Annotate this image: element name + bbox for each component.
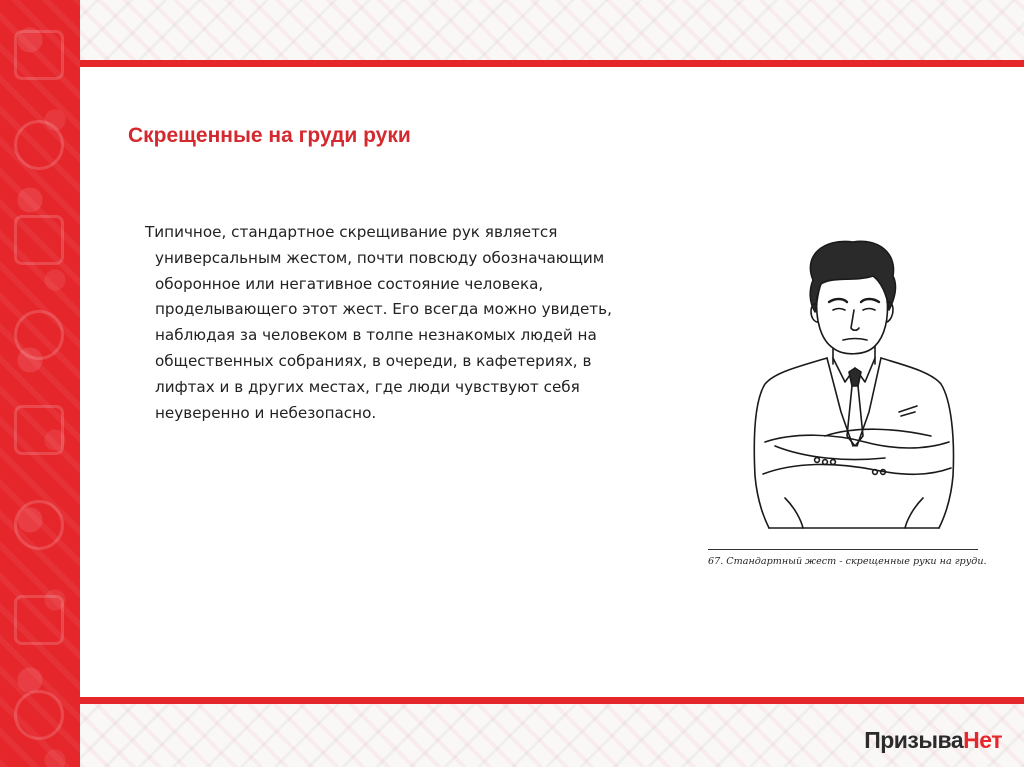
body-line: оборонное или негативное состояние человека, — [155, 274, 544, 293]
pattern-motif-icon — [14, 500, 64, 550]
body-line: общественных собраниях, в очереди, в кафетериях, в — [155, 351, 592, 370]
man-crossed-arms-illustration — [705, 236, 985, 576]
body-line: универсальным жестом, почти повсюду обозначающим — [155, 248, 605, 267]
body-line: наблюдая за человеком в толпе незнакомых людей на — [155, 326, 597, 345]
body-line: Типичное, стандартное скрещивание рук является — [145, 223, 558, 241]
figure-caption: 67. Стандартный жест - скрещенные руки на груди. — [708, 556, 987, 567]
figure-rule — [708, 549, 978, 550]
body-line: неуверенно и небезопасно. — [155, 403, 377, 422]
top-decorative-band — [80, 0, 1024, 60]
brand-logo-part2: Нет — [963, 727, 1002, 753]
pattern-motif-icon — [14, 120, 64, 170]
pattern-motif-icon — [14, 595, 64, 645]
bottom-red-divider — [80, 697, 1024, 704]
slide-title: Скрещенные на груди руки — [128, 124, 411, 147]
top-red-divider — [80, 60, 1024, 67]
left-decorative-band — [0, 0, 80, 767]
pattern-motif-icon — [14, 310, 64, 360]
pattern-motif-icon — [14, 30, 64, 80]
body-line: лифтах и в других местах, где люди чувствуют себя — [155, 377, 580, 396]
pattern-motif-icon — [14, 215, 64, 265]
brand-logo — [864, 727, 1002, 754]
brand-logo-part1: Призыва — [864, 727, 964, 753]
body-paragraph — [145, 220, 685, 426]
pattern-motif-icon — [14, 405, 64, 455]
body-line: проделывающего этот жест. Его всегда можно увидеть, — [155, 300, 612, 319]
pattern-motif-icon — [14, 690, 64, 740]
